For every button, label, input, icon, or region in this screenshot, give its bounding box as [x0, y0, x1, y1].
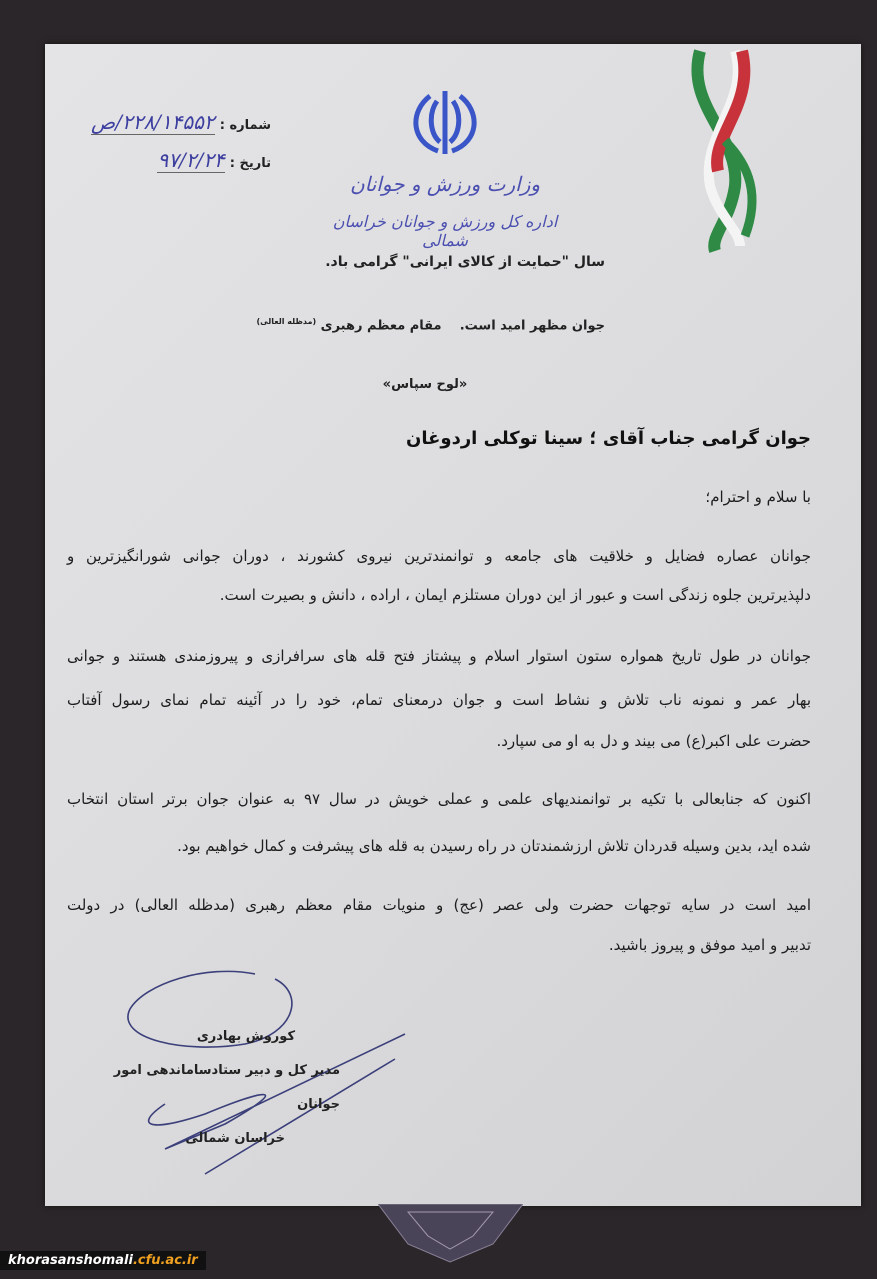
watermark-suffix: .cfu.ac.ir — [132, 1253, 198, 1268]
date-label: تاریخ : — [229, 156, 271, 171]
certificate-paper — [45, 44, 861, 1206]
letter-date — [71, 148, 271, 172]
paragraph-line: بهار عمر و نمونه ناب تلاش و نشاط است و جوان درمعنای تمام، خود را در آئینه تمام نمای رسول آفتاب — [67, 691, 811, 709]
paragraph-line: اکنون که جنابعالی با تکیه بر توانمندیهای علمی و عملی خویش در سال ۹۷ به عنوان جوان برتر استان انتخاب — [67, 790, 811, 808]
iran-emblem-icon — [410, 86, 480, 158]
quote-author: مقام معظم رهبری — [320, 318, 442, 334]
department-name: اداره کل ورزش و جوانان خراسان شمالی — [332, 212, 558, 250]
paragraph-3 — [67, 790, 811, 880]
date-value: ۹۷/۲/۲۴ — [157, 148, 225, 172]
paragraph-1 — [67, 547, 811, 637]
paragraph-line: شده اید، بدین وسیله قدردان تلاش ارزشمندتان در راه رسیدن به قله های پیشرفت و کمال خواهیم بود. — [177, 837, 811, 855]
quote-author-suffix: (مدظله العالی) — [256, 317, 317, 326]
signer-name: کوروش بهادری — [196, 1029, 295, 1044]
paragraph-line: امید است در سایه توجهات حضرت ولی عصر (عج) و منویات مقام معظم رهبری (مدظله العالی) در دولت — [67, 896, 811, 914]
greeting: با سلام و احترام؛ — [705, 488, 811, 506]
paragraph-2 — [67, 647, 811, 777]
ministry-name: وزارت ورزش و جوانان — [349, 172, 541, 196]
recipient-line: جوان گرامی جناب آقای ؛ سینا توکلی اردوغان — [405, 428, 811, 449]
paragraph-line: تدبیر و امید موفق و پیروز باشید. — [608, 936, 811, 954]
signer-title: مدیر کل و دبیر ستادساماندهی امور جوانان — [113, 1063, 340, 1112]
paragraph-line: جوانان عصاره فضایل و خلاقیت های جامعه و توانمندترین نیروی کشورند ، دوران جوانی شورانگیزترین و — [67, 547, 811, 565]
watermark-domain: khorasanshomali — [8, 1253, 133, 1268]
paragraph-line: جوانان در طول تاریخ همواره ستون استوار اسلام و پیشتاز فتح قله های سرافرازی و پیروزمندی هستند و جوانی — [67, 647, 811, 665]
certificate-title: «لوح سپاس» — [382, 377, 468, 392]
year-motto: سال "حمایت از کالای ایرانی" گرامی باد. — [325, 254, 605, 270]
signer-province: خراسان شمالی — [185, 1131, 285, 1146]
flag-ribbon-icon — [680, 46, 770, 256]
site-watermark — [0, 1251, 206, 1270]
number-value: ۲۲۸/۱۴۵۵۲/ص — [91, 110, 215, 134]
number-label: شماره : — [219, 118, 271, 133]
ornament-icon — [378, 1204, 523, 1264]
signature-block — [105, 1020, 340, 1156]
paragraph-line: حضرت علی اکبر(ع) می بیند و دل به او می سپارد. — [496, 732, 811, 750]
quote-text: جوان مظهر امید است. — [459, 318, 605, 334]
letter-number — [71, 110, 271, 134]
leader-quote — [245, 317, 605, 333]
paragraph-line: دلپذیرترین جلوه زندگی است و عبور از این دوران مستلزم ایمان ، اراده ، دانش و بصیرت است. — [219, 586, 811, 604]
